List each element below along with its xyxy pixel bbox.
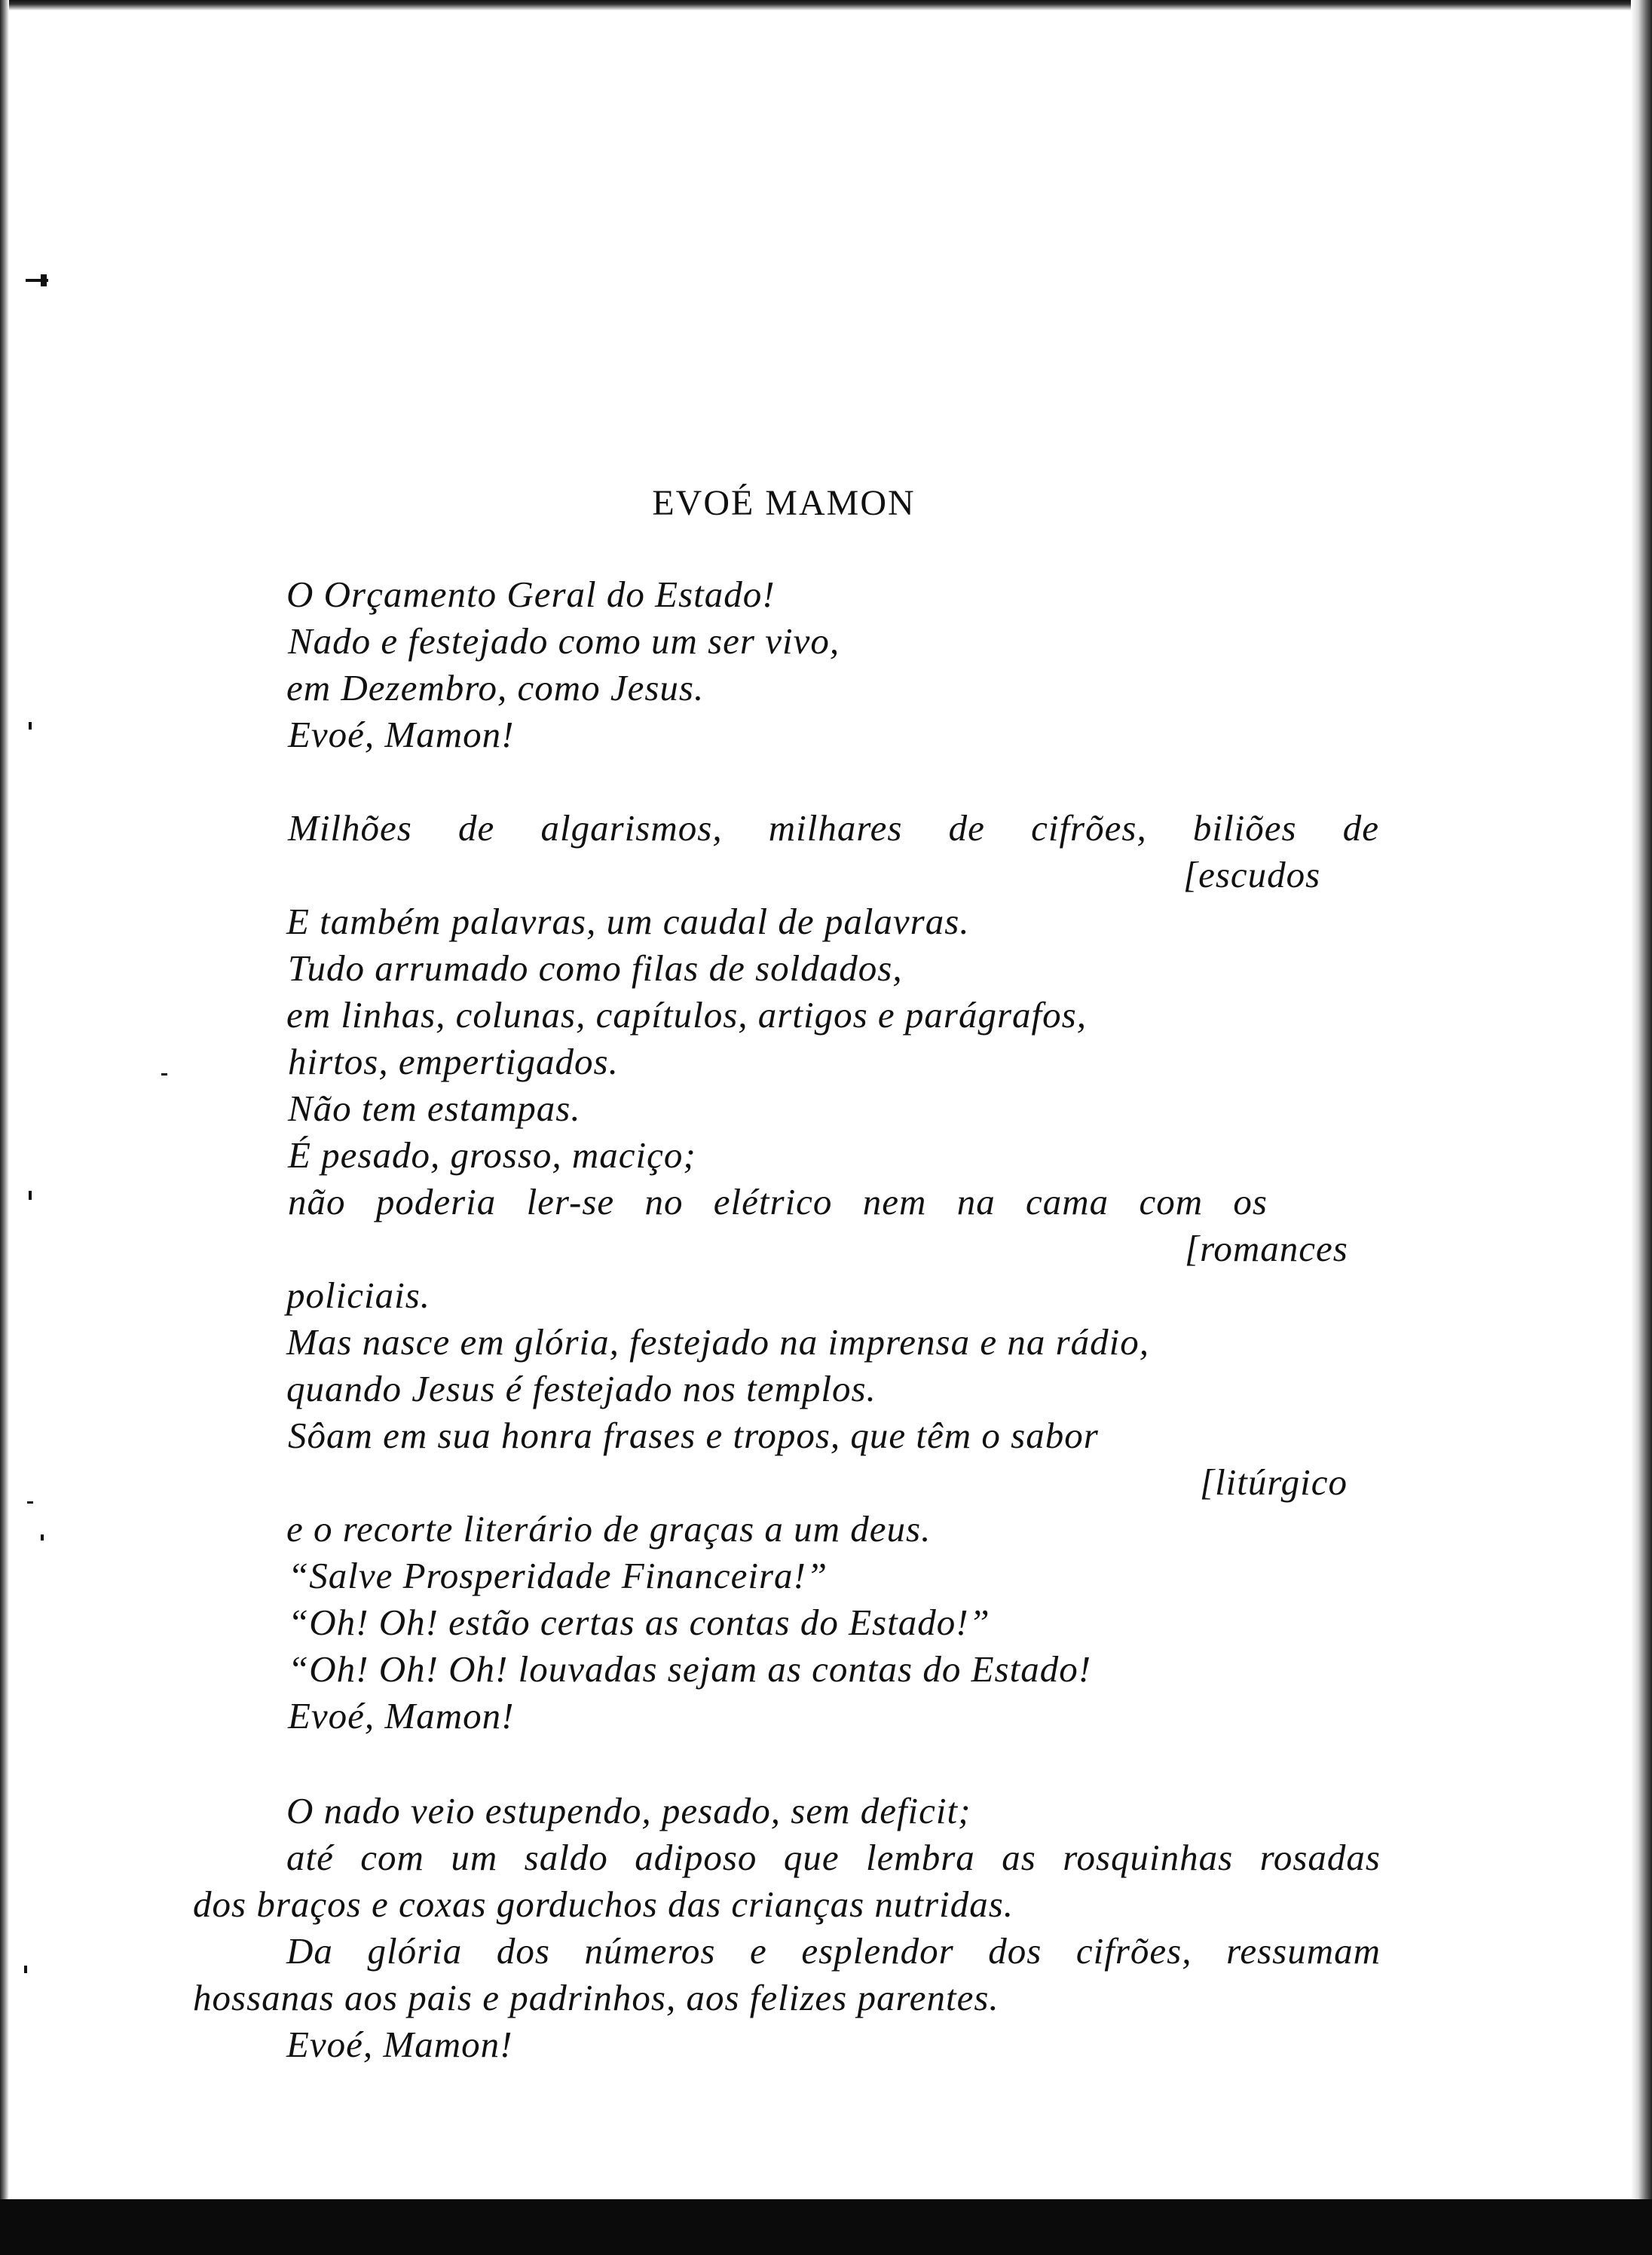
scan-mark xyxy=(161,1073,167,1075)
poem-line: Milhões de algarismos, milhares de cifrões, biliões de xyxy=(288,807,1379,849)
poem-line: Mas nasce em glória, festejado na imprensa e na rádio, xyxy=(286,1321,1150,1363)
scan-mark xyxy=(27,1501,33,1504)
poem-line: Evoé, Mamon! xyxy=(288,714,515,755)
poem-title: EVOÉ MAMON xyxy=(652,483,916,523)
poem-line: E também palavras, um caudal de palavras. xyxy=(286,901,970,942)
poem-line-continuation: [romances xyxy=(1185,1228,1348,1269)
poem-line: policiais. xyxy=(286,1274,431,1316)
page-edge-left xyxy=(0,0,9,2255)
poem-line: não poderia ler-se no elétrico nem na cama com os xyxy=(288,1181,1268,1222)
poem-line: Nado e festejado como um ser vivo, xyxy=(288,620,840,662)
poem-line: quando Jesus é festejado nos templos. xyxy=(286,1368,876,1409)
scan-mark xyxy=(29,1191,32,1200)
poem-line-continuation: [escudos xyxy=(1183,854,1321,895)
scan-mark xyxy=(41,1534,44,1541)
poem-line-continuation: [litúrgico xyxy=(1200,1461,1348,1503)
poem-line: dos braços e coxas gorduchos das crianças nutridas. xyxy=(193,1883,1014,1925)
poem-line: Evoé, Mamon! xyxy=(286,2024,513,2065)
scan-mark xyxy=(41,274,47,286)
poem-line: e o recorte literário de graças a um deus. xyxy=(286,1508,932,1550)
scan-mark xyxy=(29,722,32,730)
poem-line: Não tem estampas. xyxy=(288,1088,581,1129)
page-edge-bottom xyxy=(0,2199,1652,2255)
scan-mark xyxy=(24,1966,27,1973)
poem-line: Da glória dos números e esplendor dos cifrões, ressumam xyxy=(286,1930,1381,1972)
poem-line: “Salve Prosperidade Financeira!” xyxy=(288,1555,828,1596)
poem-line: hirtos, empertigados. xyxy=(288,1041,619,1082)
poem-line: em Dezembro, como Jesus. xyxy=(286,667,705,708)
poem-line: hossanas aos pais e padrinhos, aos felizes parentes. xyxy=(193,1977,999,2018)
poem-line: O Orçamento Geral do Estado! xyxy=(286,574,776,615)
poem-line: Evoé, Mamon! xyxy=(288,1695,515,1736)
poem-line: em linhas, colunas, capítulos, artigos e parágrafos, xyxy=(286,994,1087,1036)
page-edge-right xyxy=(1631,0,1652,2255)
poem-line: Sôam em sua honra frases e tropos, que têm o sabor xyxy=(288,1415,1099,1456)
poem-line: “Oh! Oh! estão certas as contas do Estado!” xyxy=(288,1602,990,1643)
poem-line: Tudo arrumado como filas de soldados, xyxy=(288,947,903,989)
poem-line: até com um saldo adiposo que lembra as rosquinhas rosadas xyxy=(286,1837,1381,1878)
poem-line: “Oh! Oh! Oh! louvadas sejam as contas do Estado! xyxy=(288,1648,1092,1690)
page-edge-top xyxy=(0,0,1652,11)
poem-line: É pesado, grosso, maciço; xyxy=(288,1134,696,1176)
poem-line: O nado veio estupendo, pesado, sem deficit; xyxy=(286,1790,971,1831)
